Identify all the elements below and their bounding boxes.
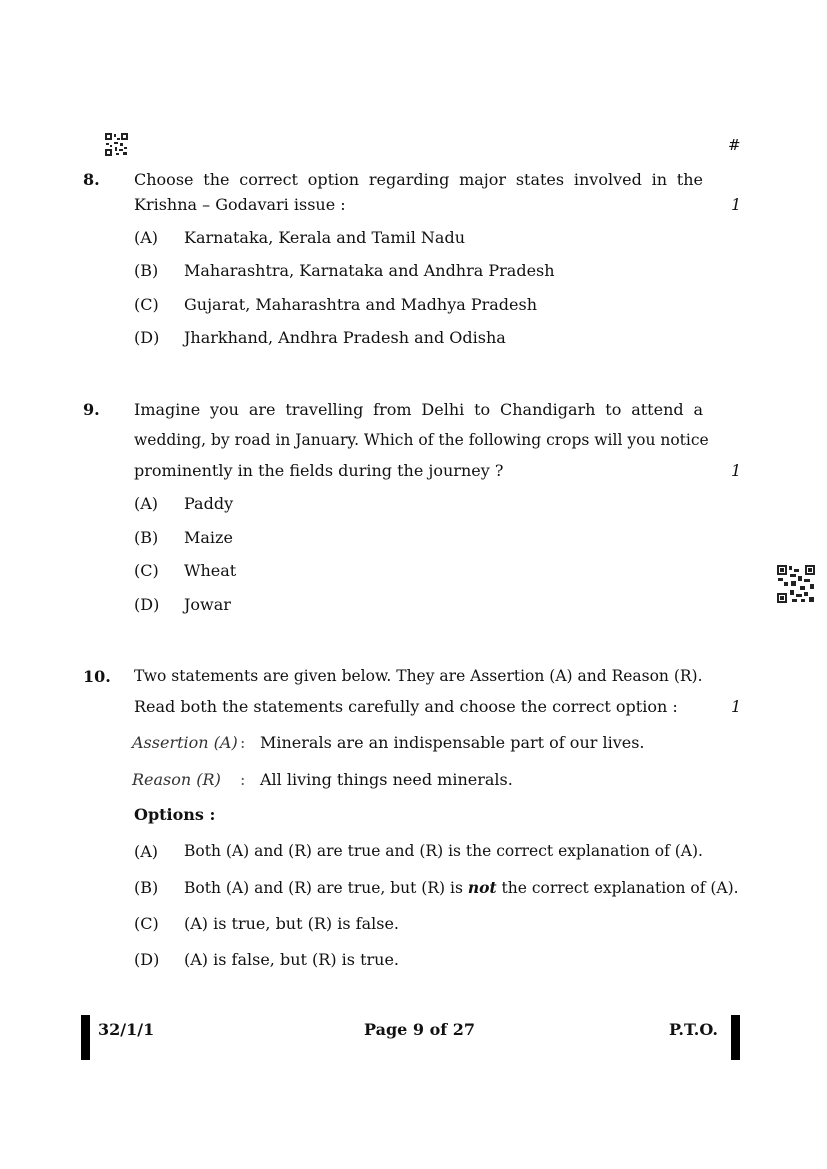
question-text-line: wedding, by road in January. Which of the following crops will you notice (134, 431, 709, 449)
option-text-post: the correct explanation of (A). (496, 879, 739, 897)
paper-code: 32/1/1 (98, 1020, 155, 1039)
option-text: Gujarat, Maharashtra and Madhya Pradesh (184, 295, 538, 314)
question-text-line: Two statements are given below. They are Assertion (A) and Reason (R). (134, 667, 703, 685)
option-label: (A) (134, 494, 159, 513)
assertion-colon: : (240, 733, 246, 752)
option-label: (D) (134, 595, 160, 614)
footer-right-bar (731, 1015, 740, 1060)
question-text-line: Choose the correct option regarding major states involved in the (134, 170, 703, 189)
option-text: Both (A) and (R) are true and (R) is the correct explanation of (A). (184, 842, 703, 860)
question-number: 8. (83, 170, 100, 189)
option-label: (B) (134, 261, 159, 280)
option-label: (A) (134, 842, 159, 861)
question-text-line: Read both the statements carefully and choose the correct option : (134, 697, 678, 716)
reason-text: All living things need minerals. (260, 770, 513, 789)
option-text: Maize (184, 528, 233, 547)
option-text: Jowar (184, 595, 231, 614)
pto-label: P.T.O. (669, 1020, 718, 1039)
option-text: Wheat (184, 561, 237, 580)
option-text: (A) is true, but (R) is false. (184, 914, 399, 933)
option-label: (A) (134, 228, 159, 247)
question-text-line: prominently in the fields during the journey ? (134, 461, 504, 480)
marks-value: 1 (731, 461, 742, 480)
option-label: (D) (134, 950, 160, 969)
option-label: (C) (134, 914, 159, 933)
question-text-line: Krishna – Godavari issue : (134, 195, 346, 214)
question-text-line: Imagine you are travelling from Delhi to Chandigarh to attend a (134, 400, 703, 419)
page-number: Page 9 of 27 (364, 1020, 475, 1039)
option-text (184, 878, 739, 897)
options-heading: Options : (134, 805, 216, 824)
footer-left-bar (81, 1015, 90, 1060)
option-label: (C) (134, 561, 159, 580)
option-text: Karnataka, Kerala and Tamil Nadu (184, 228, 465, 247)
option-text-emphasis: not (467, 878, 497, 897)
question-number: 10. (83, 667, 111, 686)
reason-colon: : (240, 770, 246, 789)
reason-label: Reason (R) (132, 770, 221, 789)
option-label: (B) (134, 528, 159, 547)
hash-mark: # (728, 136, 741, 154)
assertion-label: Assertion (A) (132, 733, 238, 752)
option-label: (D) (134, 328, 160, 347)
question-number: 9. (83, 400, 100, 419)
option-text: Jharkhand, Andhra Pradesh and Odisha (184, 328, 506, 347)
option-text: (A) is false, but (R) is true. (184, 950, 399, 969)
option-text-pre: Both (A) and (R) are true, but (R) is (184, 879, 468, 897)
option-label: (B) (134, 878, 159, 897)
marks-value: 1 (731, 195, 742, 214)
option-text: Paddy (184, 494, 234, 513)
qr-code-icon (104, 132, 129, 157)
option-label: (C) (134, 295, 159, 314)
qr-code-icon (776, 564, 816, 604)
assertion-text: Minerals are an indispensable part of our lives. (260, 733, 645, 752)
option-text: Maharashtra, Karnataka and Andhra Pradesh (184, 261, 555, 280)
marks-value: 1 (731, 697, 742, 716)
